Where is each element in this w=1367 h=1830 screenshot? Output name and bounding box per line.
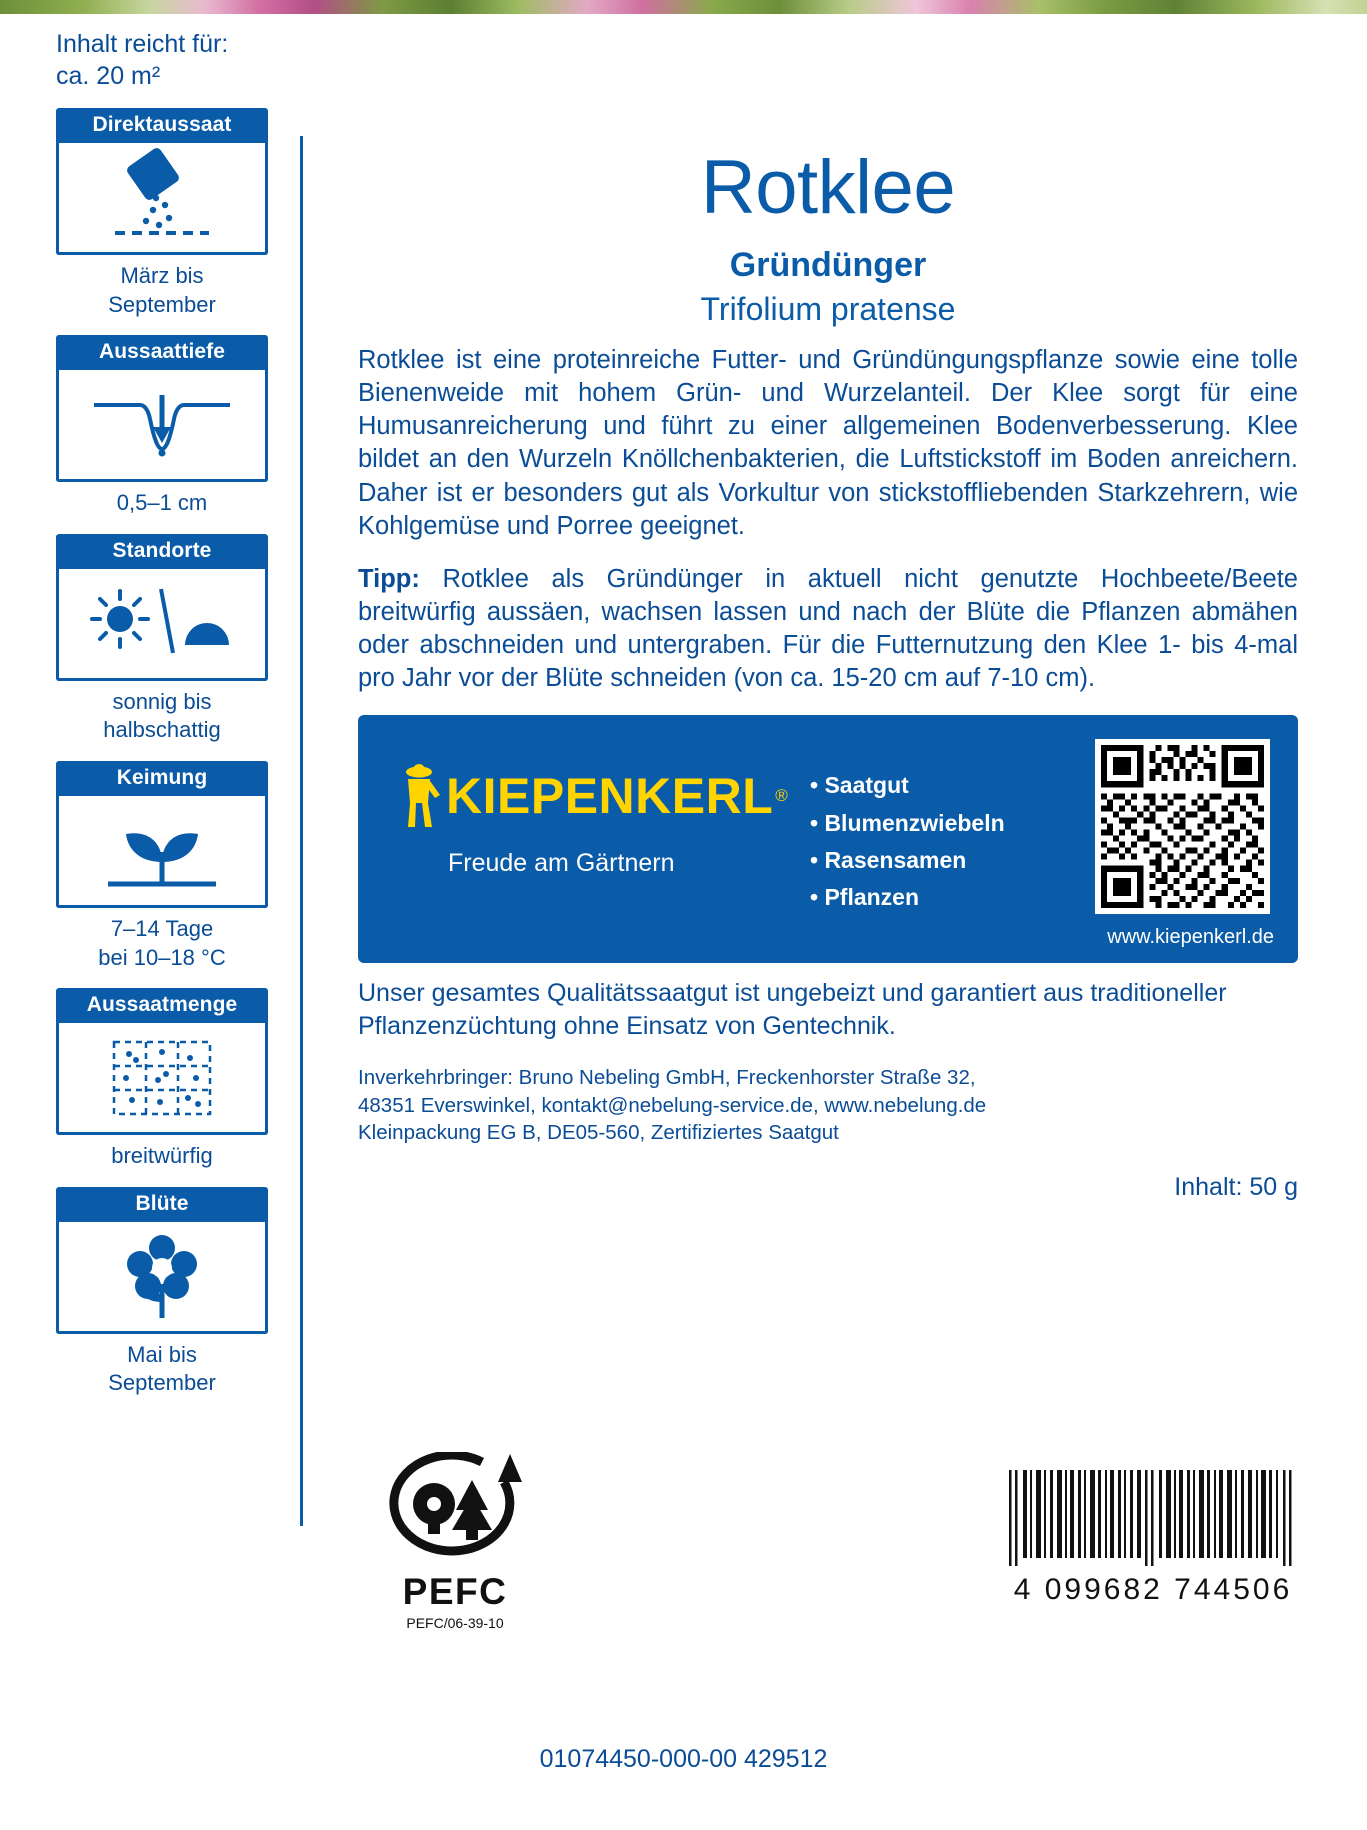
kiepenkerl-man-icon <box>394 763 446 829</box>
caption-line-1: Mai bis <box>127 1341 197 1367</box>
info-block-aussaattiefe <box>56 335 268 528</box>
info-block-caption: 0,5–1 cm <box>116 490 208 516</box>
info-block-title: Standorte <box>56 534 268 569</box>
legal-line-1: Inverkehrbringer: Bruno Nebeling GmbH, Freckenhorster Straße 32, <box>358 1066 976 1090</box>
legal-line-3: Kleinpackung EG B, DE05-560, Zertifiziertes Saatgut <box>358 1121 839 1145</box>
pefc-code: PEFC/06-39-10 <box>406 1615 504 1631</box>
caption-line-1: 7–14 Tage <box>110 915 214 941</box>
info-block-caption <box>56 255 268 329</box>
info-block-caption <box>56 908 268 982</box>
registered-mark: ® <box>775 786 788 806</box>
info-block-keimung <box>56 761 268 982</box>
sowing-depth-icon <box>56 370 268 482</box>
flower-photo-strip <box>0 0 1367 14</box>
info-block-caption <box>56 1334 268 1408</box>
pefc-certification <box>380 1452 530 1631</box>
info-block-caption: breitwürfig <box>111 1143 213 1169</box>
content-amount: Inhalt: 50 g <box>1174 1172 1298 1201</box>
coverage-line1: Inhalt reicht für: <box>56 30 229 58</box>
bullet-item: • Saatgut <box>810 772 909 799</box>
brand-website: www.kiepenkerl.de <box>1107 926 1274 949</box>
page-title: Rotklee <box>700 145 956 230</box>
coverage-info <box>56 28 268 92</box>
brand-name: KIEPENKERL <box>446 768 774 825</box>
caption-line-2: September <box>108 291 216 317</box>
qr-code[interactable] <box>1095 739 1270 914</box>
caption-line-2: halbschattig <box>103 717 221 743</box>
info-block-standorte <box>56 534 268 755</box>
product-subtitle: Gründünger <box>729 246 927 284</box>
latin-name: Trifolium pratense <box>700 291 956 327</box>
flower-icon <box>56 1222 268 1334</box>
caption-line-2: September <box>108 1370 216 1396</box>
pefc-label: PEFC <box>402 1571 508 1612</box>
brand-panel <box>358 715 1298 963</box>
quality-note: Unser gesamtes Qualitätssaatgut ist ungebeizt und garantiert aus traditioneller Pflanzenzüchtung ohne Einsatz von Gentechnik. <box>358 979 1227 1040</box>
brand-tagline: Freude am Gärtnern <box>448 849 675 878</box>
info-block-caption <box>56 681 268 755</box>
info-block-title: Blüte <box>56 1187 268 1222</box>
direct-sowing-icon <box>56 143 268 255</box>
info-block-title: Keimung <box>56 761 268 796</box>
bullet-item: • Pflanzen <box>810 884 920 911</box>
product-tip <box>358 563 1298 696</box>
brand-logo <box>394 763 794 878</box>
barcode-bars <box>1003 1470 1303 1566</box>
vertical-divider <box>300 136 303 1526</box>
info-block-bluete <box>56 1187 268 1408</box>
tip-label: Tipp: <box>358 564 420 593</box>
coverage-line2: ca. 20 m² <box>56 62 161 90</box>
article-number: 01074450-000-00 429512 <box>539 1745 828 1773</box>
sun-partial-shade-icon <box>56 569 268 681</box>
germination-seedling-icon <box>56 796 268 908</box>
caption-line-2: bei 10–18 °C <box>98 944 226 970</box>
pefc-logo-icon <box>384 1452 526 1564</box>
bullet-item: • Blumenzwiebeln <box>810 809 1005 836</box>
brand-bullets <box>810 767 1005 916</box>
barcode <box>1003 1470 1303 1607</box>
bullet-item: • Rasensamen <box>810 846 967 873</box>
caption-line-1: März bis <box>120 263 204 288</box>
info-block-direktaussaat <box>56 108 268 329</box>
tip-text: Rotklee als Gründünger in aktuell nicht genutzte Hochbeete/Beete breitwürfig aussäen, wachsen lassen und nach der Blüte die Pflanzen abmähen oder abschneiden und untergraben. Für die Futternutzung den Klee 1- bis 4-mal pro Jahr vor der Blüte schneiden (von ca. 15-20 cm auf 7-10 cm). <box>358 564 1298 693</box>
legal-line-2: 48351 Everswinkel, kontakt@nebelung-service.de, www.nebelung.de <box>358 1093 987 1117</box>
info-block-title: Aussaatmenge <box>56 988 268 1023</box>
info-block-aussaatmenge <box>56 988 268 1181</box>
broadcast-sowing-grid-icon <box>56 1023 268 1135</box>
info-block-title: Direktaussaat <box>56 108 268 143</box>
barcode-digits: 4 099682 744506 <box>1013 1573 1293 1606</box>
main-content <box>358 145 1298 1202</box>
info-block-title: Aussaattiefe <box>56 335 268 370</box>
caption-line-1: sonnig bis <box>112 688 212 714</box>
product-description: Rotklee ist eine proteinreiche Futter- und Gründüngungspflanze sowie eine tolle Bienenweide mit hohem Grün- und Wurzelanteil. Der Klee sorgt für eine Humusanreicherung und führt zu einer allgemeinen Bodenverbesserung. Klee bildet an den Wurzeln Knöllchenbakterien, die Luftstickstoff im Boden anreichern. Daher ist er besonders gut als Vorkultur von stickstoffliebenden Starkzehrern, wie Kohlgemüse und Porree geeignet. <box>358 346 1298 540</box>
icon-sidebar <box>56 28 268 1414</box>
legal-info <box>358 1064 1298 1146</box>
